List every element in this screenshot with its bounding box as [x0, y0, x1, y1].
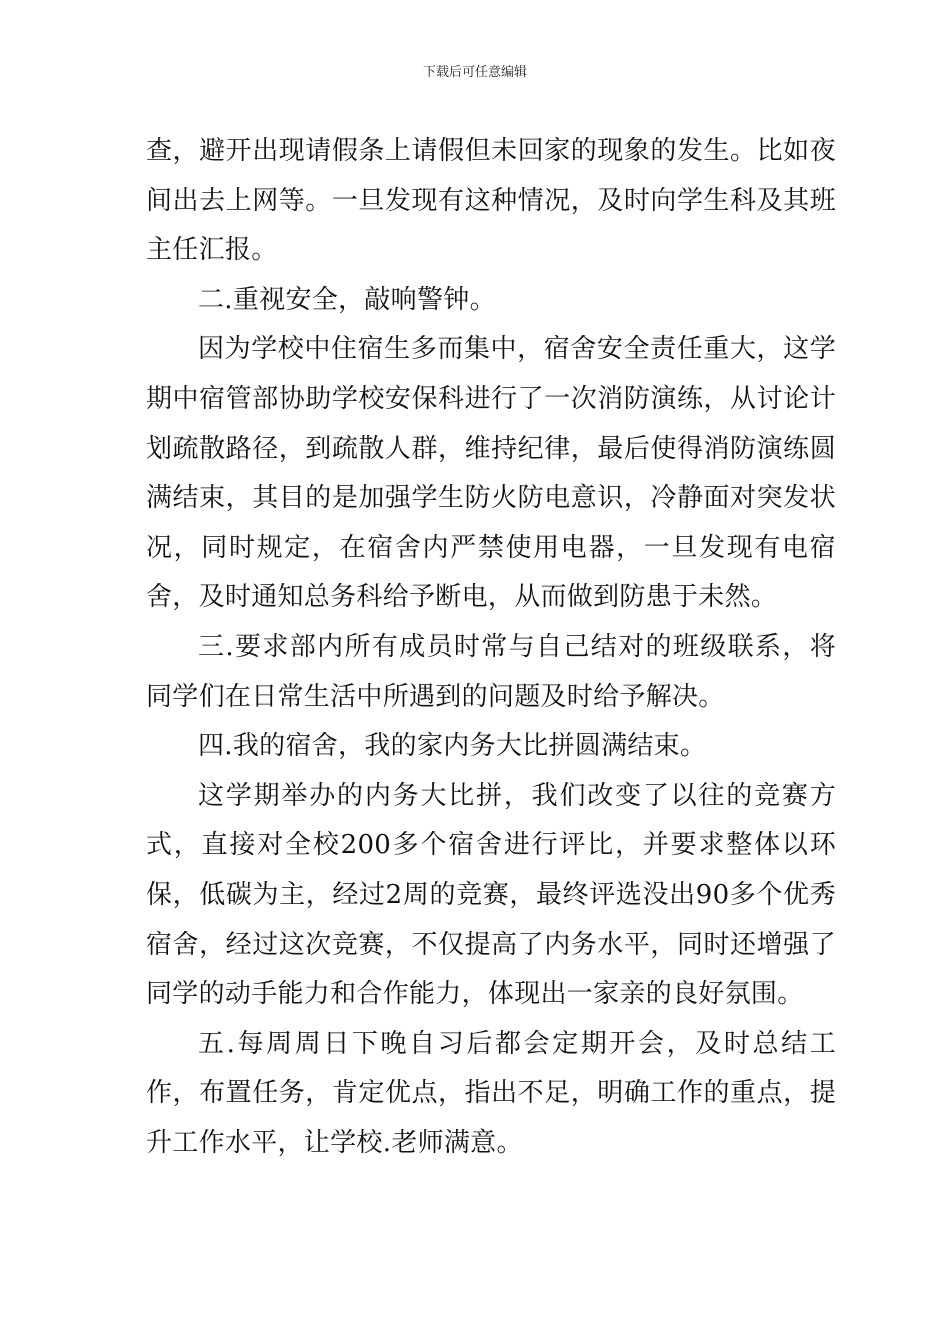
- paragraph-7: 五.每周周日下晚自习后都会定期开会，及时总结工作，布置任务，肯定优点，指出不足，明确工作的重点，提升工作水平，让学校.老师满意。: [146, 1028, 836, 1158]
- document-body: [146, 127, 836, 1168]
- paragraph-3: 因为学校中住宿生多而集中，宿舍安全责任重大，这学期中宿管部协助学校安保科进行了一次消防演练，从讨论计划疏散路径，到疏散人群，维持纪律，最后使得消防演练圆满结束，其目的是加强学生防火防电意识，冷静面对突发状况，同时规定，在宿舍内严禁使用电器，一旦发现有电宿舍，及时通知总务科给予断电，从而做到防患于未然。: [146, 334, 836, 613]
- paragraph-5-heading: 四.我的宿舍，我的家内务大比拼圆满结束。: [198, 731, 707, 762]
- paragraph-1: 查，避开出现请假条上请假但未回家的现象的发生。比如夜间出去上网等。一旦发现有这种情况，及时向学生科及其班主任汇报。: [146, 136, 836, 266]
- paragraph-4: 三.要求部内所有成员时常与自己结对的班级联系，将同学们在日常生活中所遇到的问题及时给予解决。: [146, 631, 836, 712]
- paragraph-2-heading: 二.重视安全，敲响警钟。: [198, 284, 496, 315]
- paragraph-6: 这学期举办的内务大比拼，我们改变了以往的竞赛方式，直接对全校200多个宿舍进行评比，并要求整体以环保，低碳为主，经过2周的竞赛，最终评选没出90多个优秀宿舍，经过这次竞赛，不仅提高了内务水平，同时还增强了同学的动手能力和合作能力，体现出一家亲的良好氛围。: [146, 780, 836, 1010]
- page-header: 下载后可任意编辑: [422, 65, 527, 80]
